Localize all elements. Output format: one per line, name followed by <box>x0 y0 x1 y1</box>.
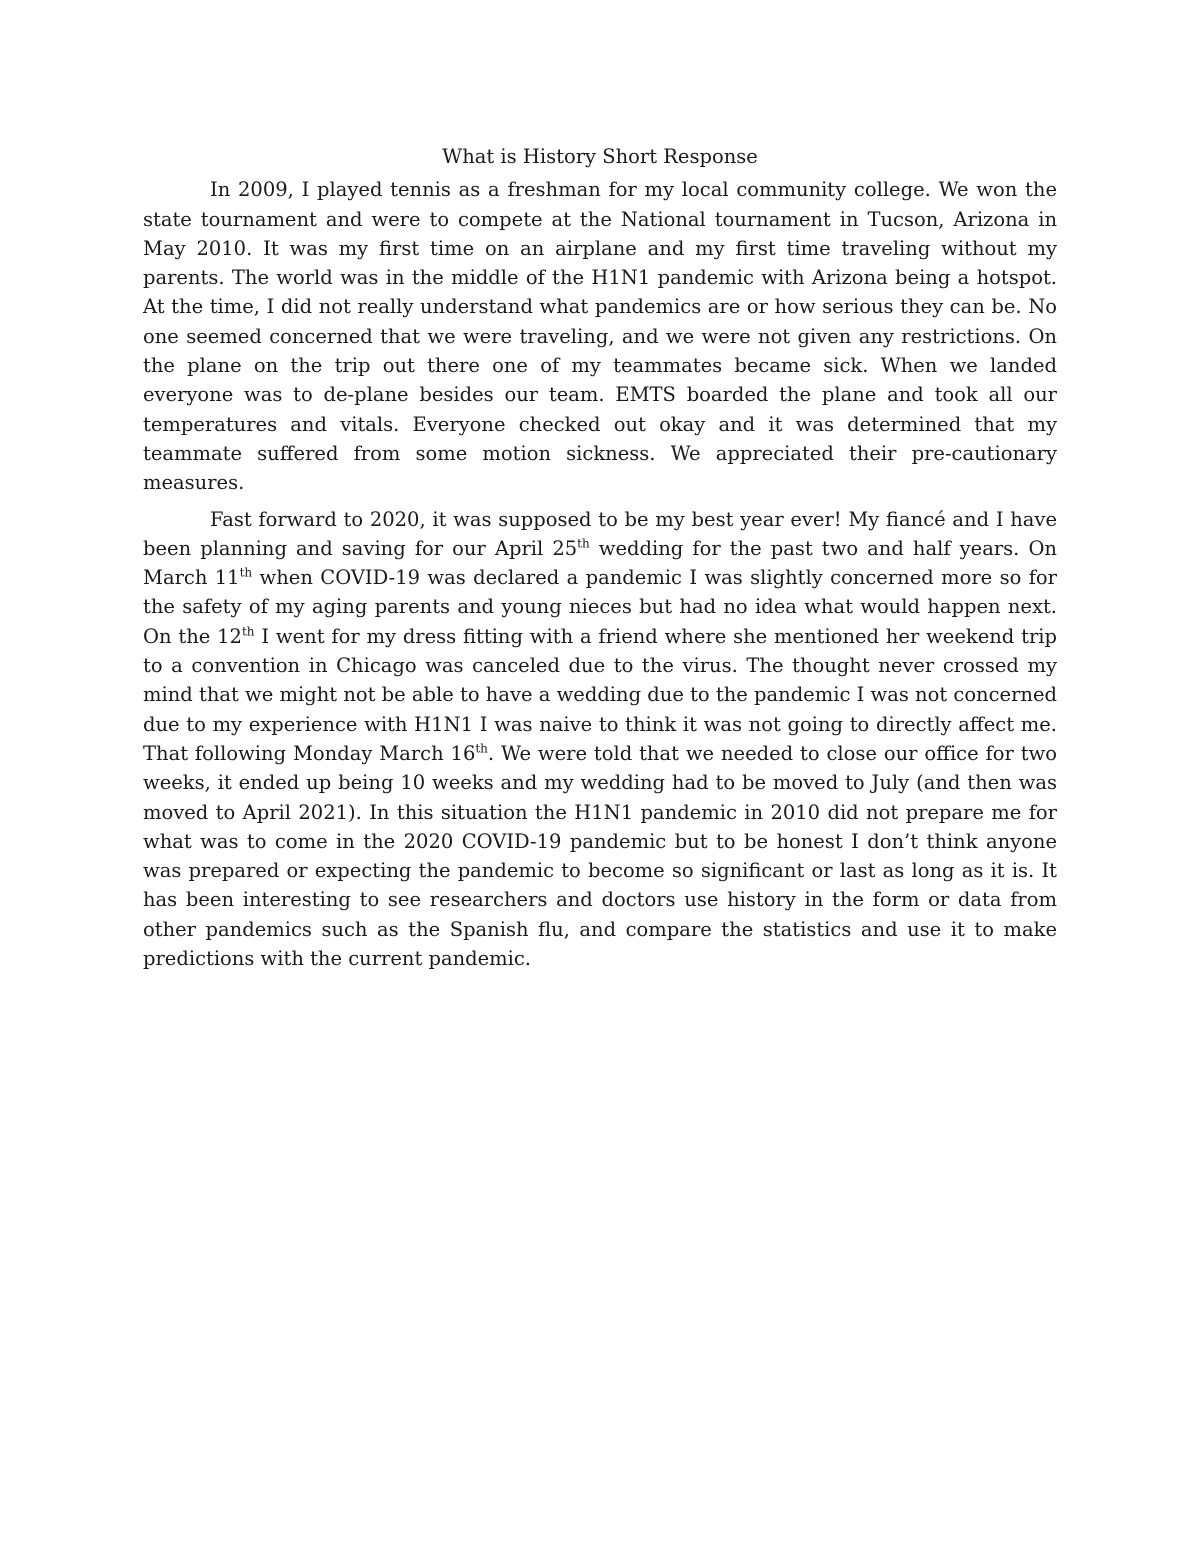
ordinal-superscript: th <box>475 741 488 756</box>
paragraph-text: I went for my dress fitting with a friend where she mentioned her weekend trip to a convention in Chicago was canceled due to the virus. The thought never crossed my mind that we might not be able to have a wedding due to the pandemic I was not concerned due to my experience with H1N1 I was naive to think it was not going to directly affect me. That following Monday March 16 <box>143 624 1057 765</box>
paragraph-text: . We were told that we needed to close our office for two weeks, it ended up being 10 weeks and my wedding had to be moved to July (and then was moved to April 2021). In this situation the H1N1 pandemic in 2010 did not prepare me for what was to come in the 2020 COVID-19 pandemic but to be honest I don’t think anyone was prepared or expecting the pandemic to become so significant or last as long as it is. It has been interesting to see researchers and doctors use history in the form or data from other pandemics such as the Spanish flu, and compare the statistics and use it to make predictions with the current pandemic. <box>143 741 1057 971</box>
document-title: What is History Short Response <box>442 145 758 168</box>
paragraph-text: when COVID-19 was declared a pandemic I was slightly concerned more so for the safety of my aging parents and young nieces but had no idea what would happen next. On the 12 <box>143 566 1057 648</box>
ordinal-superscript: th <box>241 624 255 639</box>
document-page <box>143 142 1057 980</box>
ordinal-superscript: th <box>239 565 253 580</box>
paragraph-text: wedding for the past two and half years. On March 11 <box>143 536 1057 590</box>
paragraph-1 <box>143 175 1057 497</box>
paragraph-text: In 2009, I played tennis as a freshman for my local community college. We won the state tournament and were to compete at the National tournament in Tucson, Arizona in May 2010. It was my first time on an airplane and my first time traveling without my parents. The world was in the middle of the H1N1 pandemic with Arizona being a hotspot. At the time, I did not really understand what pandemics are or how serious they can be. No one seemed concerned that we were traveling, and we were not given any restrictions. On the plane on the trip out there one of my teammates became sick. When we landed everyone was to de-plane besides our team. EMTS boarded the plane and took all our temperatures and vitals. Everyone checked out okay and it was determined that my teammate suffered from some motion sickness. We appreciated their pre-cautionary measures. <box>143 178 1057 495</box>
ordinal-superscript: th <box>577 536 590 551</box>
paragraph-2 <box>143 505 1057 974</box>
paragraph-text: Fast forward to 2020, it was supposed to be my best year ever! My fiancé and I have been planning and saving for our April 25 <box>143 507 1057 560</box>
